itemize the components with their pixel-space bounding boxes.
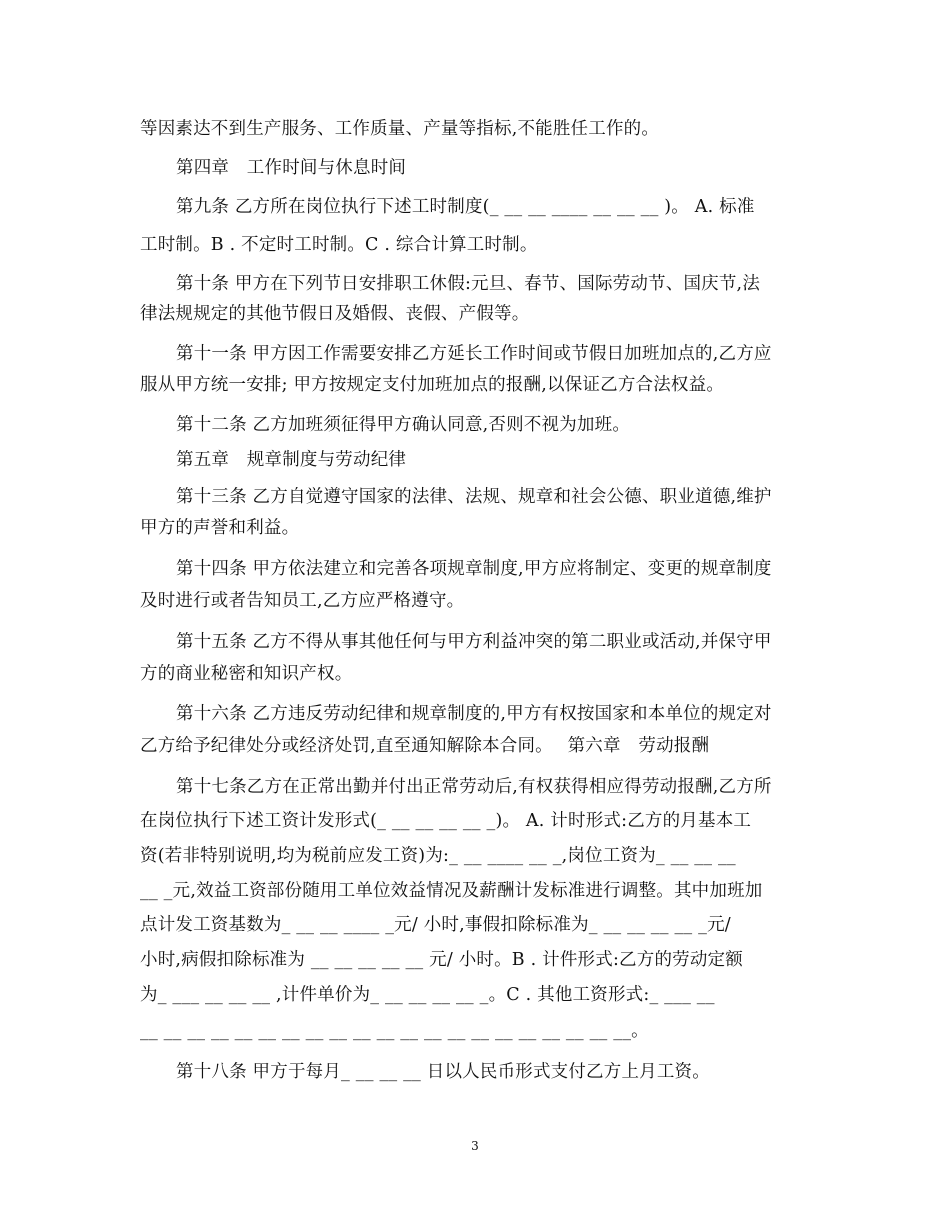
article-line: 第十四条 甲方依法建立和完善各项规章制度,甲方应将制定、变更的规章制度 xyxy=(176,559,772,579)
chapter-heading: 第五章 规章制度与劳动纪律 xyxy=(176,450,407,470)
article-line: 第十一条 甲方因工作需要安排乙方延长工作时间或节假日加班加点的,乙方应 xyxy=(176,344,772,364)
text-line: 律法规规定的其他节假日及婚假、丧假、产假等。 xyxy=(140,304,530,324)
text-line: 工时制。B . 不定时工时制。C . 综合计算工时制。 xyxy=(140,235,538,255)
article-line: 第十二条 乙方加班须征得甲方确认同意,否则不视为加班。 xyxy=(176,415,631,435)
text-line: 小时,病假扣除标准为 __ __ __ __ __ 元/ 小时。B . 计件形式:乙方的劳动定额 xyxy=(140,950,743,970)
text-line: 方的商业秘密和知识产权。 xyxy=(140,664,353,684)
text-line: 及时进行或者告知员工,乙方应严格遵守。 xyxy=(140,591,465,611)
article-line: 第十七条乙方在正常出勤并付出正常劳动后,有权获得相应得劳动报酬,乙方所 xyxy=(176,777,772,797)
article-line: 第十六条 乙方违反劳动纪律和规章制度的,甲方有权按国家和本单位的规定对 xyxy=(176,704,772,724)
article-line: 第十条 甲方在下列节日安排职工休假:元旦、春节、国际劳动节、国庆节,法 xyxy=(176,274,761,294)
text-line: 等因素达不到生产服务、工作质量、产量等指标,不能胜任工作的。 xyxy=(140,119,660,139)
text-line: 资(若非特别说明,均为税前应发工资)为:_ __ ____ __ _,岗位工资为_ __ __ __ xyxy=(140,846,736,866)
text-line: 点计发工资基数为_ __ __ ____ _元/ 小时,事假扣除标准为_ __ __ __ __ _元/ xyxy=(140,915,731,935)
article-line: 第十五条 乙方不得从事其他任何与甲方利益冲突的第二职业或活动,并保守甲 xyxy=(176,632,772,652)
text-line: 乙方给予纪律处分或经济处罚,直至通知解除本合同。 第六章 劳动报酬 xyxy=(140,736,710,756)
text-line: 在岗位执行下述工资计发形式(_ __ __ __ __ _)。 A. 计时形式:乙方的月基本工 xyxy=(140,811,752,831)
text-line: __ __ __ __ __ __ __ __ __ __ __ __ __ __ __ __ __ __ __ __ __。 xyxy=(140,1021,649,1041)
text-line: 为_ ___ __ __ __ ,计件单价为_ __ __ __ __ _。C . 其他工资形式:_ ___ __ xyxy=(140,985,715,1005)
page-number: 3 xyxy=(471,1139,479,1153)
text-line: 甲方的声誉和利益。 xyxy=(140,518,300,538)
article-line: 第十八条 甲方于每月_ __ __ __ 日以人民币形式支付乙方上月工资。 xyxy=(176,1062,710,1082)
chapter-heading: 第四章 工作时间与休息时间 xyxy=(176,158,407,178)
text-line: 服从甲方统一安排; 甲方按规定支付加班加点的报酬,以保证乙方合法权益。 xyxy=(140,375,725,395)
article-line: 第九条 乙方所在岗位执行下述工时制度(_ __ __ ____ __ __ __ )。 A. 标准 xyxy=(176,197,755,217)
text-line: __ _元,效益工资部份随用工单位效益情况及薪酬计发标准进行调整。其中加班加 xyxy=(140,881,763,901)
article-line: 第十三条 乙方自觉遵守国家的法律、法规、规章和社会公德、职业道德,维护 xyxy=(176,487,772,507)
